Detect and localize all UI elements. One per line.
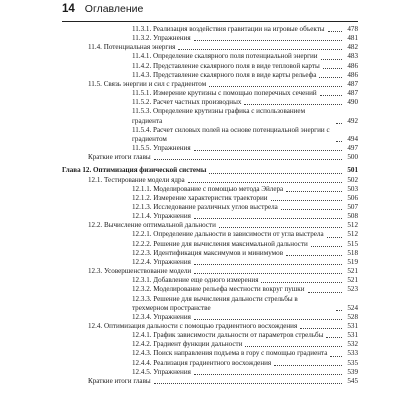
toc-entry-title: 11.4. Потенциальная энергия (88, 43, 176, 52)
toc-page-number: 512 (347, 221, 358, 230)
toc-leader-dots (274, 365, 342, 366)
toc-leader-dots (154, 383, 342, 384)
toc-subsection-entry (62, 203, 358, 212)
toc-section-entry (62, 43, 358, 52)
toc-section-entry (62, 267, 358, 276)
toc-leader-dots (194, 374, 342, 375)
toc-leader-dots (336, 310, 342, 311)
toc-leader-dots (326, 337, 342, 338)
toc-page-number: 486 (347, 70, 358, 79)
toc-leader-dots (308, 292, 342, 293)
toc-entry-title: 12.4. Оптимизация дальности с помощью градиентного восхождения (88, 322, 298, 330)
toc-page-number: 519 (347, 257, 358, 266)
toc-entry-title: 11.5.2. Расчет частных производных (132, 98, 242, 107)
toc-leader-dots (194, 150, 342, 151)
toc-subsection-entry (62, 276, 358, 285)
toc-page-number: 487 (347, 89, 358, 98)
toc-page-number: 500 (347, 153, 358, 162)
table-of-contents (62, 25, 358, 386)
toc-leader-dots (194, 218, 342, 219)
toc-page-number: 483 (347, 52, 358, 61)
toc-entry-title: 12.4.1. График зависимости дальности от параметров стрельбы (132, 331, 324, 340)
toc-subsection-entry (62, 89, 358, 98)
toc-subsection-entry (62, 240, 358, 249)
toc-page-number: 531 (347, 331, 358, 340)
toc-subsection-entry (62, 126, 358, 144)
toc-leader-dots (320, 95, 342, 96)
toc-page-number: 478 (347, 25, 358, 33)
toc-subsection-entry (62, 52, 358, 61)
toc-subsection-entry (62, 25, 358, 34)
toc-subsection-entry (62, 340, 358, 349)
toc-subsection-entry (62, 258, 358, 267)
toc-page-number: 528 (347, 312, 358, 321)
toc-page-number: 492 (347, 116, 358, 125)
toc-entry-title: 11.4.2. Представление скалярного поля в виде тепловой карты (132, 61, 320, 70)
toc-subsection-entry (62, 34, 358, 43)
toc-page-number: 524 (347, 303, 358, 312)
toc-entry-title: 12.3.3. Решение для вычисления дальности стрельбы в трехмерном пространстве (132, 294, 298, 312)
toc-entry-title: 12.1. Тестирование модели ядра (88, 175, 185, 184)
toc-subsection-entry (62, 249, 358, 258)
toc-leader-dots (271, 200, 342, 201)
toc-subsection-entry (62, 185, 358, 194)
page-title: Оглавление (84, 3, 144, 15)
toc-entry-title: 12.2.3. Идентификация максимумов и минимумов (132, 248, 284, 257)
toc-entry-title: 12.3.2. Моделирование рельефа местности вокруг пушки (132, 285, 305, 294)
toc-entry-title: 11.3.1. Реализация воздействия гравитации на игровые объекты (132, 25, 325, 33)
toc-leader-dots (194, 273, 342, 274)
toc-leader-dots (336, 123, 342, 124)
toc-subsection-entry (62, 144, 358, 153)
toc-page-number: 494 (347, 134, 358, 143)
toc-page-number: 521 (347, 276, 358, 285)
toc-entry-title: 12.4.3. Поиск направления подъема в гору с помощью градиента (132, 349, 328, 358)
toc-subsection-entry (62, 331, 358, 340)
toc-entry-title: Краткие итоги главы (88, 376, 151, 385)
toc-leader-dots (261, 282, 342, 283)
toc-section-entry (62, 322, 358, 331)
toc-subsection-entry (62, 295, 358, 313)
toc-subsection-entry (62, 71, 358, 80)
toc-entry-title: 12.1.4. Упражнения (132, 212, 191, 221)
toc-page-number: 545 (347, 376, 358, 385)
toc-entry-title: 11.4.3. Представление скалярного поля в виде карты рельефа (132, 70, 317, 79)
toc-page-number: 501 (347, 166, 358, 175)
toc-entry-title: 12.4.2. Градиент функции дальности (132, 340, 243, 349)
toc-subsection-entry (62, 368, 358, 377)
toc-page-number: 539 (347, 367, 358, 376)
toc-page-number: 507 (347, 202, 358, 211)
toc-page-number: 506 (347, 193, 358, 202)
toc-page-number: 482 (347, 43, 358, 52)
toc-leader-dots (321, 59, 342, 60)
toc-subsection-entry (62, 194, 358, 203)
toc-page-number: 497 (347, 144, 358, 153)
toc-entry-title: 12.4.4. Реализация градиентного восхождения (132, 358, 272, 367)
toc-leader-dots (286, 191, 342, 192)
toc-subsection-entry (62, 98, 358, 107)
toc-leader-dots (281, 209, 342, 210)
toc-leader-dots (245, 346, 342, 347)
toc-leader-dots (311, 246, 342, 247)
toc-entry-title: 11.5.5. Упражнения (132, 144, 191, 153)
toc-entry-title: 11.5.1. Измерение крутизны с помощью поперечных сечений (132, 89, 317, 98)
toc-leader-dots (154, 159, 342, 160)
toc-page-number: 490 (347, 98, 358, 107)
toc-page-number: 518 (347, 248, 358, 257)
page-header (62, 0, 143, 18)
toc-section-entry (62, 176, 358, 185)
toc-section-entry (62, 377, 358, 386)
toc-entry-title: 11.5.4. Расчет силовых полей на основе потенциальной энергии с градиентом (132, 125, 330, 143)
toc-leader-dots (194, 40, 342, 41)
toc-page-number: 512 (347, 230, 358, 239)
toc-subsection-entry (62, 62, 358, 71)
toc-page-number: 532 (347, 340, 358, 349)
toc-entry-title: 12.2.2. Решение для вычисления максимальной дальности (132, 239, 308, 248)
toc-leader-dots (194, 319, 342, 320)
toc-leader-dots (178, 49, 342, 50)
toc-section-entry (62, 221, 358, 230)
toc-page-number: 535 (347, 358, 358, 367)
toc-entry-title: Глава 12. Оптимизация физической системы (62, 166, 207, 175)
toc-leader-dots (330, 356, 342, 357)
page-number: 14 (62, 3, 75, 15)
toc-subsection-entry (62, 212, 358, 221)
toc-entry-title: 12.1.1. Моделирование с помощью метода Эйлера (132, 184, 284, 193)
toc-leader-dots (323, 68, 342, 69)
toc-page-number: 515 (347, 239, 358, 248)
toc-subsection-entry (62, 359, 358, 368)
toc-leader-dots (286, 255, 342, 256)
toc-page-number: 487 (347, 79, 358, 88)
toc-page-number: 502 (347, 175, 358, 184)
toc-leader-dots (327, 237, 342, 238)
header-rule (62, 21, 358, 22)
toc-subsection-entry (62, 285, 358, 294)
toc-entry-title: 12.3.4. Упражнения (132, 312, 191, 321)
toc-page-number: 531 (347, 322, 358, 330)
toc-leader-dots (336, 141, 342, 142)
toc-entry-title: 12.4.5. Упражнения (132, 367, 191, 376)
toc-entry-title: 12.1.2. Измерение характеристик траектории (132, 193, 268, 202)
toc-leader-dots (244, 104, 342, 105)
toc-entry-title: 12.3.1. Добавление еще одного измерения (132, 276, 259, 285)
toc-subsection-entry (62, 107, 358, 125)
toc-entry-title: 11.5. Связь энергии и сил с градиентом (88, 79, 207, 88)
toc-page-number: 503 (347, 184, 358, 193)
toc-leader-dots (319, 77, 342, 78)
toc-page-number: 533 (347, 349, 358, 358)
toc-leader-dots (219, 227, 342, 228)
toc-page-number: 523 (347, 285, 358, 294)
toc-subsection-entry (62, 230, 358, 239)
toc-leader-dots (194, 264, 342, 265)
toc-subsection-entry (62, 349, 358, 358)
toc-page-number: 486 (347, 61, 358, 70)
toc-page-number: 521 (347, 267, 358, 276)
toc-section-entry (62, 153, 358, 162)
toc-entry-title: 12.1.3. Исследование различных углов выстрела (132, 202, 278, 211)
toc-page-number: 481 (347, 34, 358, 43)
toc-subsection-entry (62, 313, 358, 322)
toc-leader-dots (328, 31, 342, 32)
toc-entry-title: 11.4.1. Определение скалярного поля потенциальной энергии (132, 52, 318, 61)
toc-entry-title: 11.3.2. Упражнения (132, 34, 191, 43)
toc-entry-title: 12.2.4. Упражнения (132, 257, 191, 266)
toc-entry-title: 11.5.3. Определение крутизны графика с использованием градиента (132, 107, 306, 125)
toc-entry-title: 12.3. Усовершенствование модели (88, 267, 192, 276)
toc-entry-title: Краткие итоги главы (88, 153, 151, 162)
toc-leader-dots (300, 328, 342, 329)
toc-page-number: 508 (347, 212, 358, 221)
toc-leader-dots (188, 182, 342, 183)
toc-leader-dots (209, 86, 342, 87)
toc-leader-dots (209, 173, 342, 174)
toc-section-entry (62, 80, 358, 89)
toc-chapter-entry (62, 166, 358, 175)
toc-entry-title: 12.2.1. Определение дальности в зависимости от угла выстрела (132, 230, 324, 239)
toc-entry-title: 12.2. Вычисление оптимальной дальности (88, 221, 216, 230)
